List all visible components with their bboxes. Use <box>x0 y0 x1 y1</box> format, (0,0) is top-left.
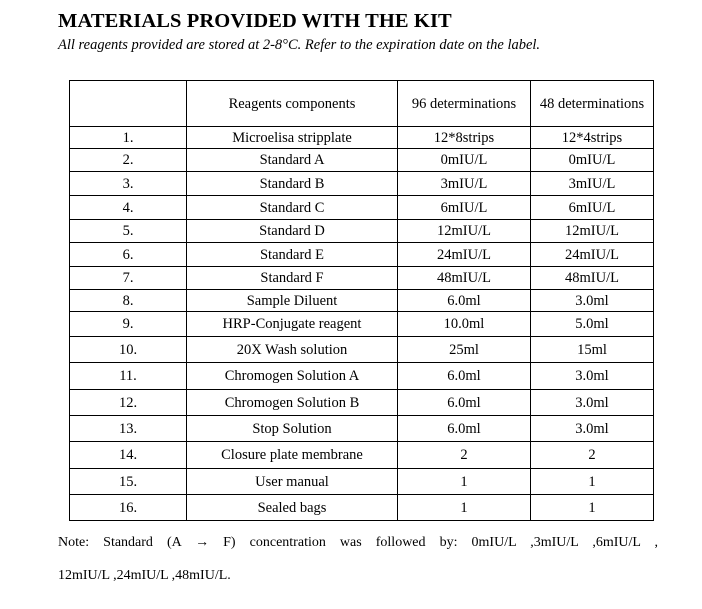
header-96-determinations: 96 determinations <box>398 81 531 127</box>
qty-96: 12mIU/L <box>398 220 531 243</box>
qty-48: 0mIU/L <box>531 149 654 172</box>
table-row <box>70 172 654 196</box>
storage-note: All reagents provided are stored at 2-8°C. Refer to the expiration date on the label. <box>58 37 541 53</box>
qty-96: 48mIU/L <box>398 267 531 290</box>
standards-note-line-2: 12mIU/L ,24mIU/L ,48mIU/L. <box>58 568 231 583</box>
component-name: Standard B <box>187 172 398 196</box>
qty-96: 1 <box>398 469 531 495</box>
component-name: Standard A <box>187 149 398 172</box>
qty-96: 25ml <box>398 337 531 363</box>
row-number: 16. <box>70 495 187 521</box>
row-number: 10. <box>70 337 187 363</box>
header-components: Reagents components <box>187 81 398 127</box>
component-name: Standard E <box>187 243 398 267</box>
qty-48: 3.0ml <box>531 416 654 442</box>
component-name: 20X Wash solution <box>187 337 398 363</box>
table-row <box>70 243 654 267</box>
qty-48: 5.0ml <box>531 312 654 337</box>
component-name: Closure plate membrane <box>187 442 398 469</box>
row-number: 1. <box>70 127 187 149</box>
table-row <box>70 196 654 220</box>
qty-96: 10.0ml <box>398 312 531 337</box>
qty-96: 6.0ml <box>398 290 531 312</box>
qty-96: 6.0ml <box>398 363 531 390</box>
row-number: 12. <box>70 390 187 416</box>
table-row <box>70 469 654 495</box>
qty-48: 3.0ml <box>531 390 654 416</box>
table-body <box>70 127 654 521</box>
row-number: 5. <box>70 220 187 243</box>
qty-96: 6.0ml <box>398 390 531 416</box>
component-name: Standard C <box>187 196 398 220</box>
row-number: 2. <box>70 149 187 172</box>
table-row <box>70 442 654 469</box>
header-number <box>70 81 187 127</box>
component-name: Sample Diluent <box>187 290 398 312</box>
qty-96: 12*8strips <box>398 127 531 149</box>
component-name: Standard D <box>187 220 398 243</box>
component-name: Chromogen Solution B <box>187 390 398 416</box>
qty-48: 3.0ml <box>531 290 654 312</box>
qty-48: 12*4strips <box>531 127 654 149</box>
qty-48: 1 <box>531 495 654 521</box>
row-number: 6. <box>70 243 187 267</box>
qty-96: 0mIU/L <box>398 149 531 172</box>
table-row <box>70 495 654 521</box>
table-row <box>70 127 654 149</box>
table-row <box>70 312 654 337</box>
component-name: HRP-Conjugate reagent <box>187 312 398 337</box>
table-row <box>70 290 654 312</box>
qty-48: 15ml <box>531 337 654 363</box>
table-row <box>70 363 654 390</box>
header-48-determinations: 48 determinations <box>531 81 654 127</box>
qty-48: 12mIU/L <box>531 220 654 243</box>
qty-48: 2 <box>531 442 654 469</box>
qty-96: 24mIU/L <box>398 243 531 267</box>
standards-note-line-1: Note: Standard (A → F) concentration was followed by: 0mIU/L ,3mIU/L ,6mIU/L , <box>58 535 658 550</box>
qty-96: 6mIU/L <box>398 196 531 220</box>
qty-48: 3mIU/L <box>531 172 654 196</box>
table-header-row <box>70 81 654 127</box>
component-name: Sealed bags <box>187 495 398 521</box>
row-number: 14. <box>70 442 187 469</box>
qty-96: 1 <box>398 495 531 521</box>
row-number: 9. <box>70 312 187 337</box>
row-number: 15. <box>70 469 187 495</box>
component-name: User manual <box>187 469 398 495</box>
component-name: Microelisa stripplate <box>187 127 398 149</box>
table-row <box>70 220 654 243</box>
row-number: 11. <box>70 363 187 390</box>
qty-48: 48mIU/L <box>531 267 654 290</box>
row-number: 7. <box>70 267 187 290</box>
table-row <box>70 149 654 172</box>
row-number: 8. <box>70 290 187 312</box>
section-heading: MATERIALS PROVIDED WITH THE KIT <box>58 10 452 32</box>
row-number: 4. <box>70 196 187 220</box>
component-name: Chromogen Solution A <box>187 363 398 390</box>
table-row <box>70 390 654 416</box>
kit-components-table <box>69 80 654 521</box>
qty-48: 6mIU/L <box>531 196 654 220</box>
qty-96: 2 <box>398 442 531 469</box>
table-row <box>70 416 654 442</box>
qty-48: 3.0ml <box>531 363 654 390</box>
qty-96: 3mIU/L <box>398 172 531 196</box>
row-number: 3. <box>70 172 187 196</box>
component-name: Stop Solution <box>187 416 398 442</box>
table-row <box>70 267 654 290</box>
row-number: 13. <box>70 416 187 442</box>
qty-96: 6.0ml <box>398 416 531 442</box>
component-name: Standard F <box>187 267 398 290</box>
qty-48: 24mIU/L <box>531 243 654 267</box>
qty-48: 1 <box>531 469 654 495</box>
table-row <box>70 337 654 363</box>
